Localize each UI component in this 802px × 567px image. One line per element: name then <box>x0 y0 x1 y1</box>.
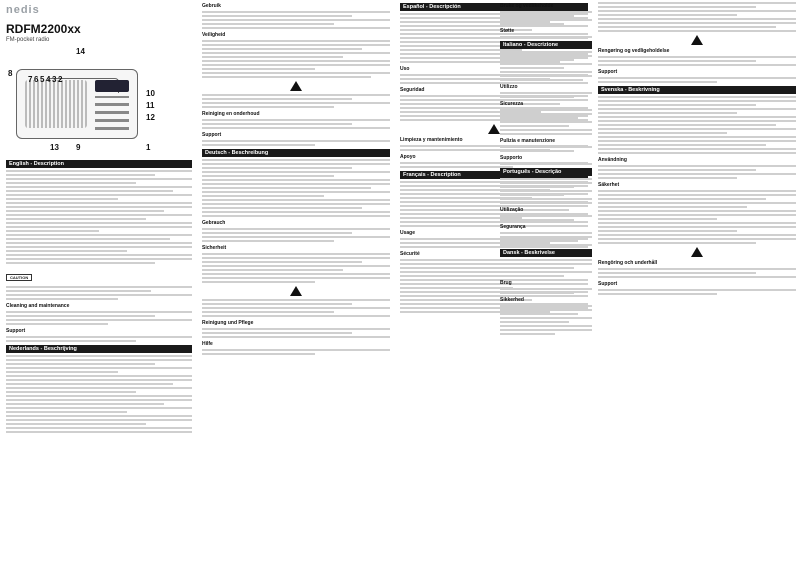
text-block <box>202 119 390 129</box>
text-block <box>598 190 796 244</box>
text-block <box>500 11 592 25</box>
warning-icon <box>488 124 500 134</box>
section-subheading: Reiniging en onderhoud <box>202 111 260 117</box>
warning-icon <box>290 286 302 296</box>
callout-9: 9 <box>76 143 81 152</box>
text-block <box>6 355 192 433</box>
section-heading: Italiano - Descrizione <box>500 41 592 49</box>
column-4 <box>598 0 796 567</box>
model-title: RDFM2200xx <box>6 22 81 36</box>
text-block <box>202 349 390 355</box>
text-block <box>598 165 796 179</box>
callout-6: 6 <box>34 75 39 84</box>
text-block <box>202 94 390 108</box>
speaker-grille <box>25 80 87 128</box>
section-subheading: Rengöring och underhåll <box>598 260 658 266</box>
text-block <box>202 299 390 317</box>
warning-icon <box>691 35 703 45</box>
text-block <box>598 77 796 83</box>
section-subheading: Support <box>202 132 222 138</box>
section-heading: Português - Descrição <box>500 168 592 176</box>
section-subheading: Support <box>6 328 26 334</box>
column-1 <box>6 0 192 567</box>
section-subheading: Gebruik <box>202 3 221 9</box>
section-heading: Dansk - Beskrivelse <box>500 249 592 257</box>
section-subheading: Cleaning and maintenance <box>6 303 70 309</box>
callout-8: 8 <box>8 69 13 78</box>
text-block <box>6 336 192 342</box>
text-block <box>6 311 192 325</box>
section-subheading: Support <box>598 69 618 75</box>
text-block <box>500 146 592 152</box>
text-block <box>202 140 390 146</box>
section-heading: English - Description <box>6 160 192 168</box>
section-subheading: Pulizia e manutenzione <box>500 138 556 144</box>
text-block <box>500 163 592 165</box>
device-illustration <box>6 47 192 157</box>
section-subheading: Seguridad <box>400 87 425 93</box>
section-subheading: Supporto <box>500 155 523 161</box>
callout-10: 10 <box>146 89 155 98</box>
text-block <box>202 40 390 78</box>
caution-label: CAUTION <box>6 274 32 281</box>
callout-2: 2 <box>58 75 63 84</box>
text-block <box>598 268 796 278</box>
section-subheading: Gebrauch <box>202 220 226 226</box>
section-subheading: Rengøring og vedligeholdelse <box>598 48 670 54</box>
text-block <box>500 232 592 246</box>
section-subheading: Användning <box>598 157 627 163</box>
callout-11: 11 <box>146 101 155 110</box>
section-subheading: Sicherheit <box>202 245 227 251</box>
radio-display <box>95 80 129 92</box>
section-heading: Deutsch - Beschreibung <box>202 149 390 157</box>
text-block <box>598 2 796 32</box>
section-subheading: Usage <box>400 230 416 236</box>
section-subheading: Reinigung und Pflege <box>202 320 254 326</box>
section-subheading: Sécurité <box>400 251 420 257</box>
section-subheading: Utilização <box>500 207 524 213</box>
callout-3: 3 <box>52 75 57 84</box>
text-block <box>500 215 592 221</box>
warning-icon <box>691 247 703 257</box>
section-heading: Français - Description <box>400 171 588 179</box>
section-subheading: Sikkerhed <box>500 297 524 303</box>
callout-1: 1 <box>146 143 151 152</box>
text-block <box>6 170 192 264</box>
section-subheading: Apoyo <box>400 154 416 160</box>
text-block <box>598 289 796 295</box>
warning-icon <box>290 81 302 91</box>
section-heading: Nederlands - Beschrijving <box>6 345 192 353</box>
section-subheading: Støtte <box>500 28 515 34</box>
text-block <box>500 92 592 98</box>
section-subheading: Bruke og vedlikeholde <box>500 3 554 9</box>
callout-5: 5 <box>40 75 45 84</box>
text-block <box>202 159 390 217</box>
section-subheading: Support <box>598 281 618 287</box>
section-heading: Svenska - Beskrivning <box>598 86 796 94</box>
section-subheading: Limpieza y mantenimiento <box>400 137 463 143</box>
callout-13: 13 <box>50 143 59 152</box>
text-block <box>500 36 592 38</box>
callout-7: 7 <box>28 75 33 84</box>
section-subheading: Sicurezza <box>500 101 524 107</box>
section-heading: Español - Descripción <box>400 3 588 11</box>
text-block <box>6 286 192 300</box>
product-subtitle: FM-pocket radio <box>6 37 50 43</box>
text-block <box>598 96 796 154</box>
text-block <box>500 305 592 335</box>
section-subheading: Hilfe <box>202 341 213 347</box>
section-subheading: Utilizzo <box>500 84 518 90</box>
text-block <box>202 11 390 29</box>
column-2 <box>202 0 390 567</box>
text-block <box>202 328 390 338</box>
section-subheading: Veiligheid <box>202 32 226 38</box>
radio-keypad <box>95 96 129 130</box>
section-subheading: Brug <box>500 280 512 286</box>
column-3b <box>500 0 592 567</box>
callout-12: 12 <box>146 113 155 122</box>
text-block <box>202 253 390 283</box>
text-block <box>500 178 592 204</box>
text-block <box>598 56 796 66</box>
section-subheading: Uso <box>400 66 410 72</box>
text-block <box>500 109 592 135</box>
callout-14: 14 <box>76 47 85 56</box>
section-subheading: Säkerhet <box>598 182 620 188</box>
section-subheading: Segurança <box>500 224 526 230</box>
text-block <box>500 259 592 277</box>
brand-logo: nedis <box>6 4 40 16</box>
callout-4: 4 <box>46 75 51 84</box>
text-block <box>500 288 592 294</box>
text-block <box>500 51 592 81</box>
text-block <box>202 228 390 242</box>
